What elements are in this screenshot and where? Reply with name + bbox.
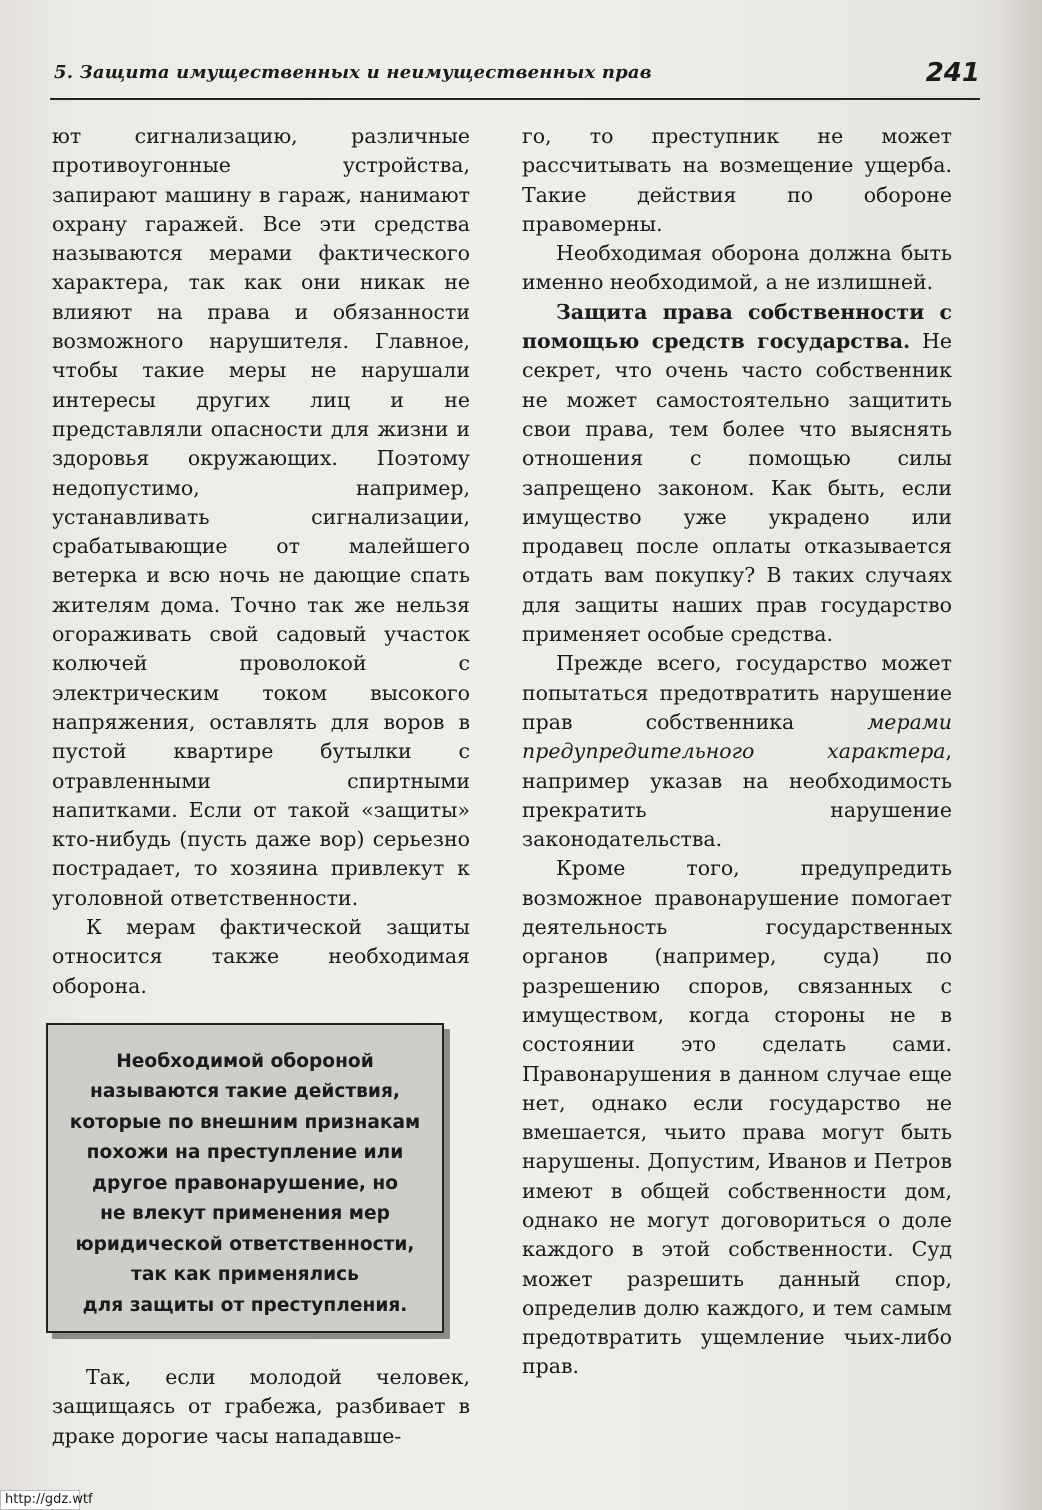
- definition-line: которые по внешним признакам: [69, 1111, 421, 1133]
- emphasis-term: мерами предупредительного характера: [522, 709, 952, 764]
- right-column: [522, 122, 952, 1382]
- page-number: 241: [925, 58, 980, 88]
- definition-line: не влекут применения мер: [100, 1203, 390, 1225]
- definition-line: называются такие действия,: [90, 1081, 400, 1103]
- definition-line: так как применялись: [131, 1264, 359, 1286]
- header-rule: [50, 98, 980, 100]
- definition-line: юридической ответственности,: [75, 1233, 415, 1255]
- left-column: [52, 122, 470, 1451]
- paragraph-text: Прежде всего, государство может попытаться предотвратить нарушение прав собственника: [522, 651, 952, 734]
- paragraph: Кроме того, предупредить возможное правонарушение помогает деятельность государственных органов (например, суда) по разрешению споров, связанных с имуществом, когда стороны не в состоянии это сделать сами. Правонарушения в данном случае еще нет, однако если государство не вмешается, чьито права могут быть нарушены. Допустим, Иванов и Петров имеют в общей собственности дом, однако не могут договориться о доле каждого в этой собственности. Суд может разрешить данный спор, определив долю каждого, и тем самым предотвратить ущемление чьих-либо прав.: [522, 856, 952, 1379]
- definition-line: другое правонарушение, но: [91, 1172, 399, 1194]
- paragraph: Необходимая оборона должна быть именно необходимой, а не излишней.: [522, 241, 952, 295]
- paragraph: ют сигнализацию, различные противоугонные устройства, запирают машину в гараж, нанимают охрану гаражей. Все эти средства называются мерами фактического характера, так как они никак не влияют на права и обязанности возможного нарушителя. Главное, чтобы такие меры не нарушали интересы других лиц и не представляли опасности для жизни и здоровья окружающих. Поэтому недопустимо, например, устанавливать сигнализации, срабатывающие от малейшего ветерка и всю ночь не дающие спать жителям дома. Точно так же нельзя огораживать свой садовый участок колючей проволокой с электрическим током высокого напряжения, оставлять для воров в пустой квартире бутылки с отравленными спиртными напитками. Если от такой «защиты» кто-нибудь (пусть даже вор) серьезно пострадает, то хозяина привлекут к уголовной ответственности.: [52, 124, 470, 910]
- definition-line: для защиты от преступления.: [82, 1294, 408, 1316]
- paragraph-text: Не секрет, что очень часто собственник не может самостоятельно защитить свои права, тем более что выяснять отношения с помощью силы запрещено законом. Как быть, если имущество уже украдено или продавец после оплаты отказывается отдать вам покупку? В таких случаях для защиты наших прав государство применяет особые средства.: [522, 329, 952, 647]
- paragraph: Так, если молодой человек, защищаясь от грабежа, разбивает в драке дорогие часы нападавше-: [52, 1364, 470, 1448]
- paragraph: [522, 649, 952, 854]
- definition-box: [46, 1023, 444, 1333]
- paragraph: К мерам фактической защиты относится также необходимая оборона.: [52, 915, 470, 998]
- paragraph-text: , например указав на необходимость прекратить нарушение законодательства.: [522, 739, 952, 852]
- paragraph: [522, 298, 952, 650]
- definition-line: похожи на преступление или: [86, 1142, 404, 1164]
- source-link[interactable]: http://gdz.wtf: [0, 1490, 80, 1510]
- definition-line: Необходимой обороной: [116, 1050, 374, 1072]
- chapter-title: 5. Защита имущественных и неимущественных прав: [54, 62, 652, 83]
- paragraph: го, то преступник не может рассчитывать на возмещение ущерба. Такие действия по обороне правомерны.: [522, 124, 952, 236]
- page-edge-shadow: [1002, 0, 1042, 1510]
- running-header: [50, 58, 980, 98]
- section-heading: Защита права собственности с помощью средств государства.: [522, 299, 952, 354]
